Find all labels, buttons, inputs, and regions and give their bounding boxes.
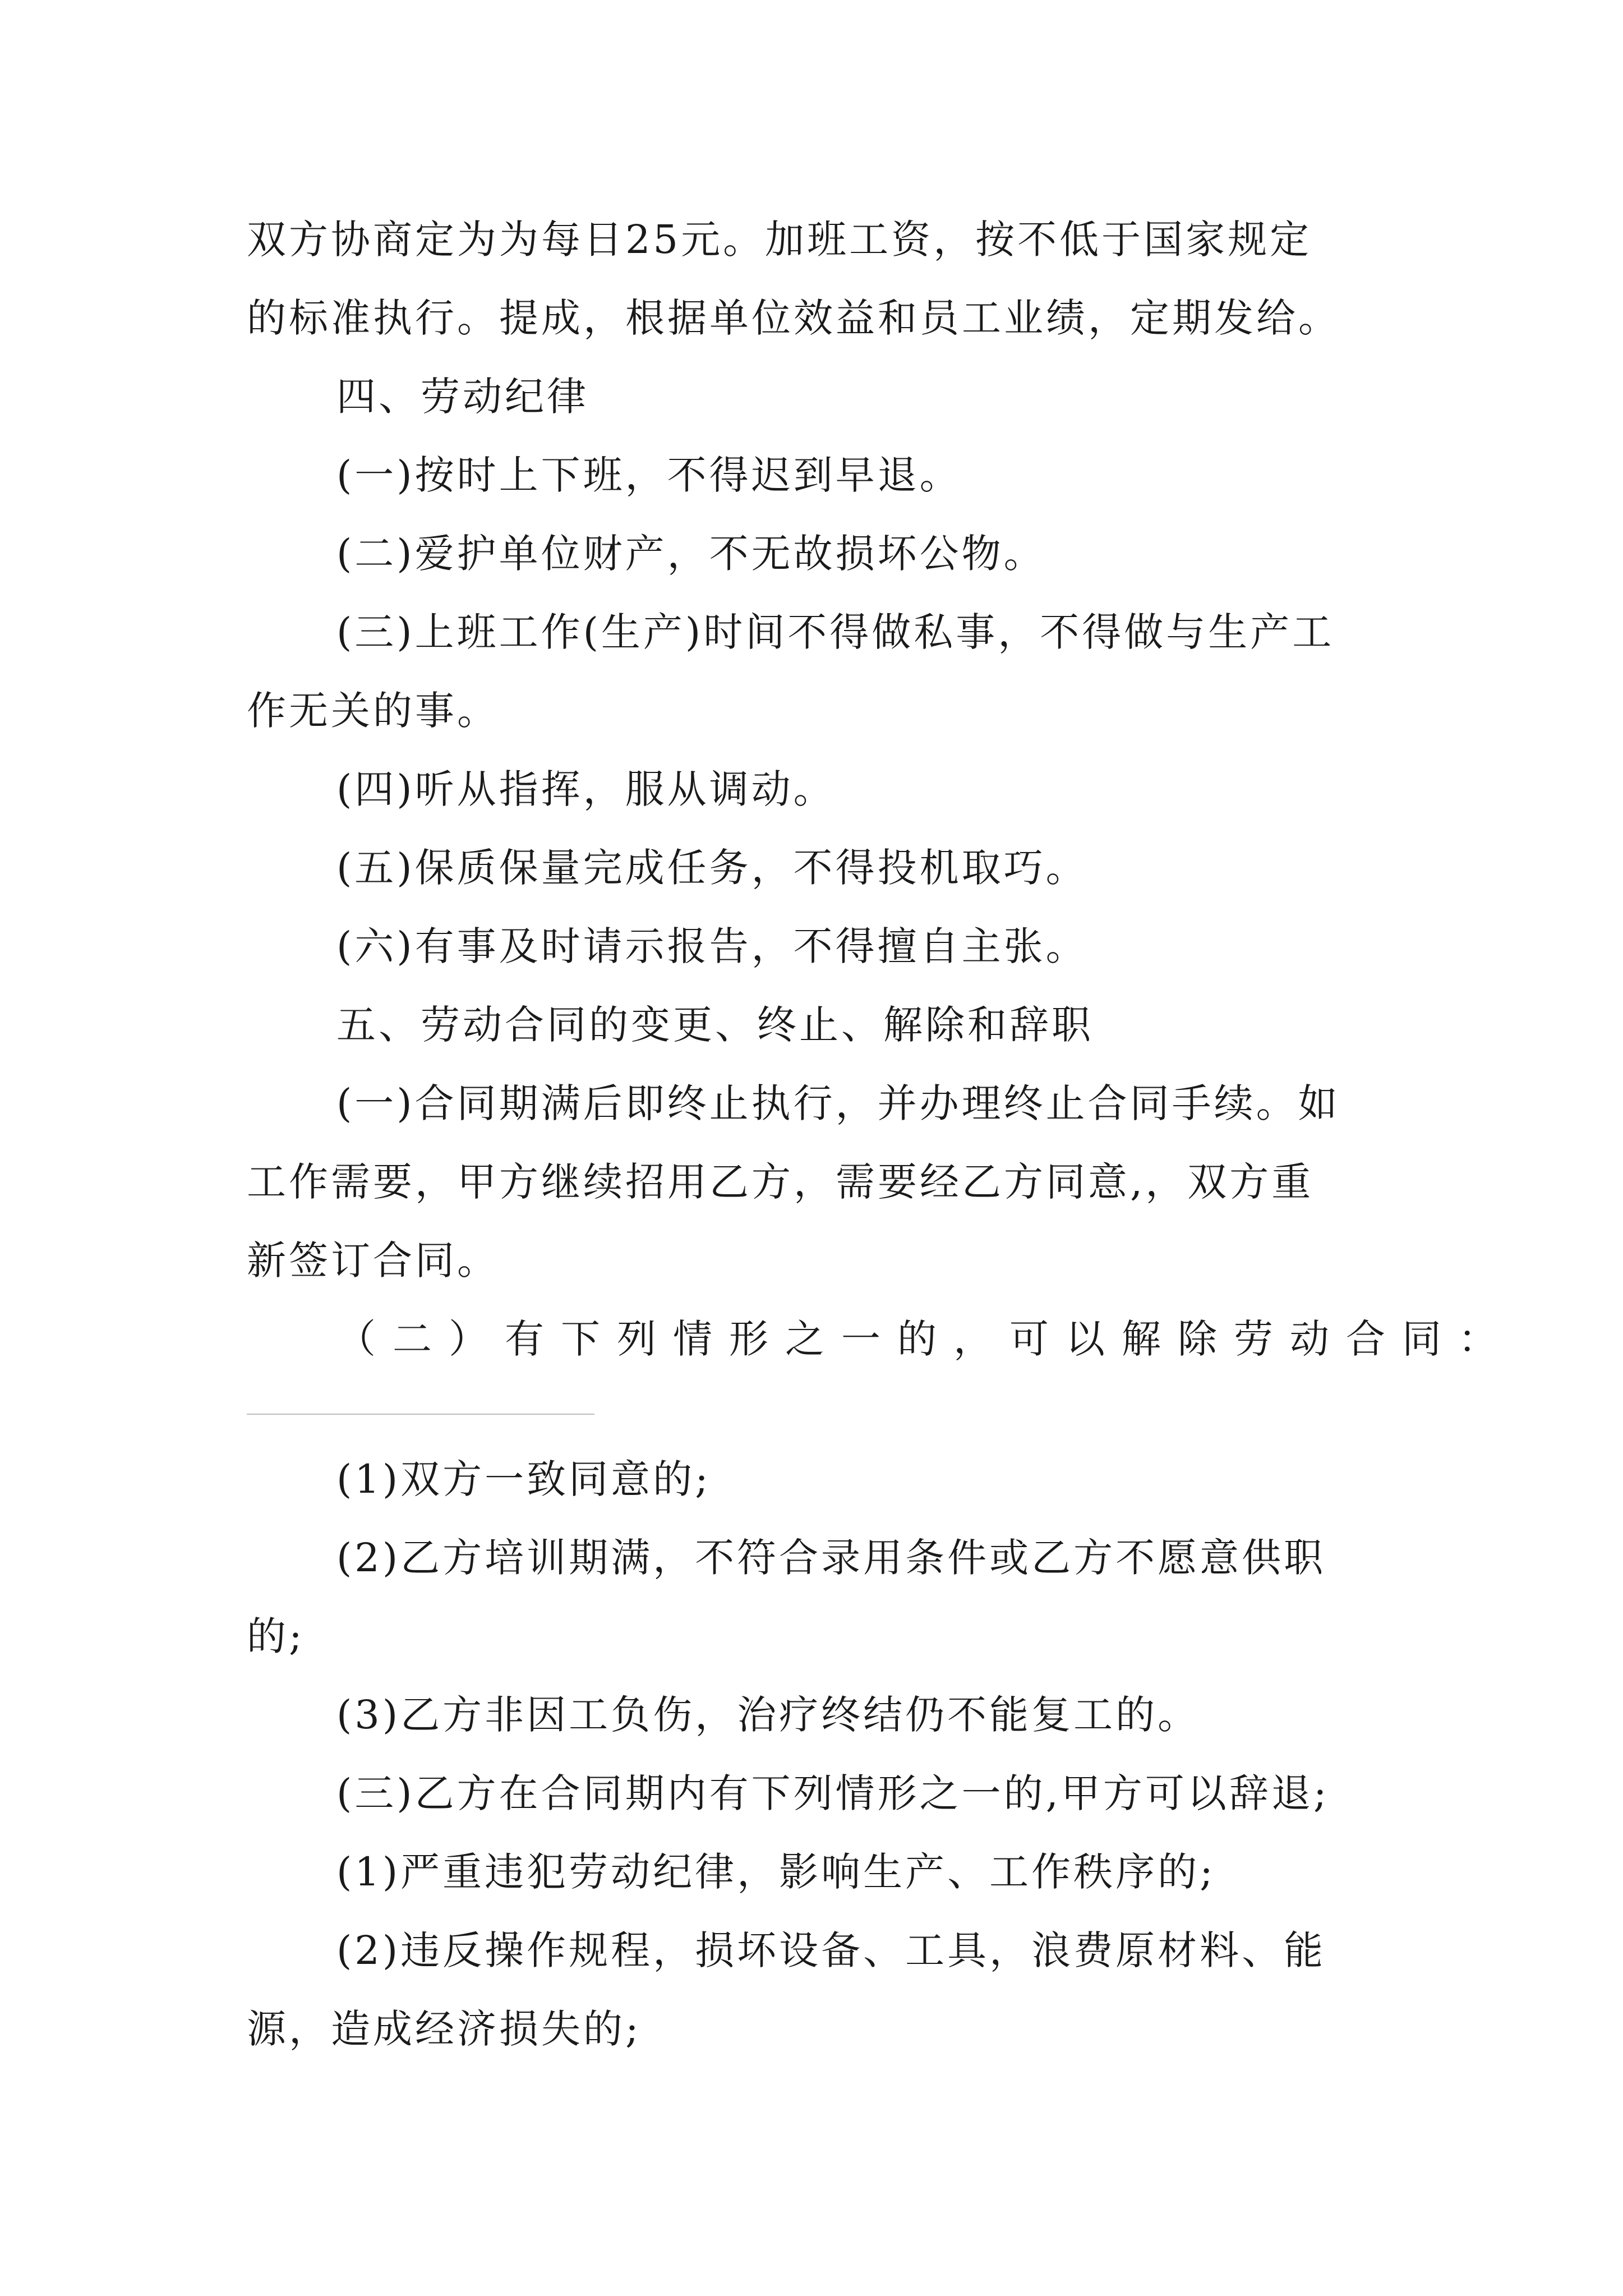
list-item-continuation: 新签订合同。	[247, 1237, 499, 1283]
sub-list-item: (2)乙方培训期满，不符合录用条件或乙方不愿意供职	[336, 1535, 1326, 1581]
list-item: (二)爱护单位财产，不无故损坏公物。	[336, 531, 1046, 577]
paragraph-line-1: 双方协商定为为每日25元。加班工资，按不低于国家规定	[247, 217, 1312, 263]
sub-list-item: (1)双方一致同意的;	[336, 1456, 711, 1502]
list-item: (三)上班工作(生产)时间不得做私事，不得做与生产工	[336, 609, 1335, 655]
list-item: (六)有事及时请示报告，不得擅自主张。	[336, 923, 1088, 969]
divider	[247, 1414, 594, 1415]
sub-list-item: (3)乙方非因工负伤，治疗终结仍不能复工的。	[336, 1692, 1200, 1738]
section-heading-5: 五、劳动合同的变更、终止、解除和辞职	[336, 1002, 1094, 1048]
paragraph-line-2: 的标准执行。提成，根据单位效益和员工业绩，定期发给。	[247, 295, 1340, 341]
list-item: （二）有下列情形之一的，可以解除劳动合同：	[336, 1316, 1514, 1362]
sub-list-item-continuation: 源，造成经济损失的;	[247, 2006, 642, 2052]
list-item: (三)乙方在合同期内有下列情形之一的,甲方可以辞退;	[336, 1770, 1330, 1816]
list-item: (五)保质保量完成任务，不得投机取巧。	[336, 845, 1088, 891]
section-heading-4: 四、劳动纪律	[336, 374, 589, 420]
list-item: (一)合同期满后即终止执行，并办理终止合同手续。如	[336, 1080, 1340, 1126]
list-item: (四)听从指挥，服从调动。	[336, 766, 836, 812]
sub-list-item-continuation: 的;	[247, 1613, 305, 1659]
sub-list-item: (1)严重违犯劳动纪律，影响生产、工作秩序的;	[336, 1849, 1216, 1895]
sub-list-item: (2)违反操作规程，损坏设备、工具，浪费原材料、能	[336, 1927, 1326, 1973]
list-item-continuation: 工作需要，甲方继续招用乙方，需要经乙方同意,，双方重	[247, 1159, 1314, 1205]
list-item: (一)按时上下班，不得迟到早退。	[336, 452, 962, 498]
list-item-continuation: 作无关的事。	[247, 688, 499, 734]
